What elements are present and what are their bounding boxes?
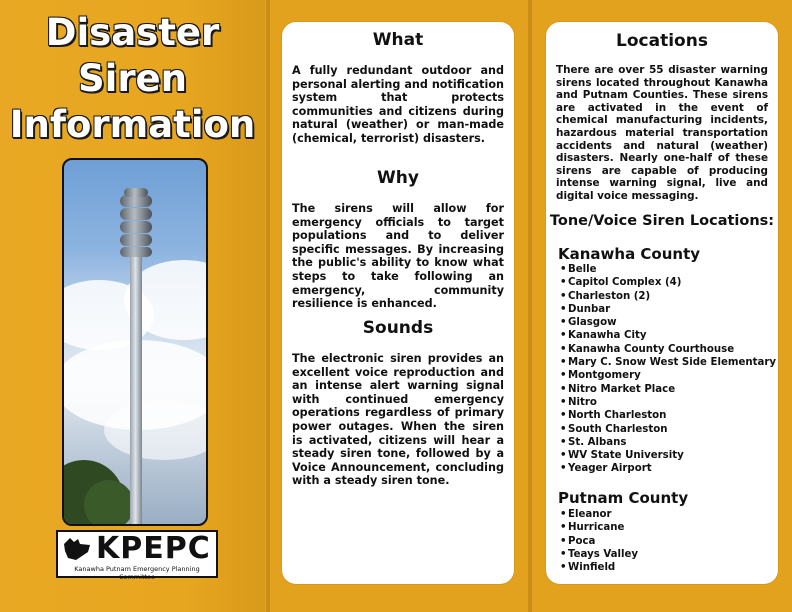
list-item: • Belle (560, 263, 776, 276)
locations-panel (546, 22, 778, 584)
title-line-2: Siren (77, 57, 187, 100)
siren-pole (130, 255, 142, 526)
fold-line (266, 0, 270, 612)
list-item: • Dunbar (560, 303, 776, 316)
locations-heading: Locations (616, 31, 708, 51)
kanawha-county-heading: Kanawha County (558, 245, 701, 263)
list-item: • Hurricane (560, 521, 638, 534)
logo-subtitle: Kanawha Putnam Emergency Planning Committee (74, 565, 200, 581)
list-item: • St. Albans (560, 436, 776, 449)
list-item: • Mary C. Snow West Side Elementary (560, 356, 776, 369)
list-item: • Kanawha County Courthouse (560, 343, 776, 356)
fold-line (528, 0, 532, 612)
list-item: • Glasgow (560, 316, 776, 329)
putnam-county-heading: Putnam County (558, 489, 689, 507)
list-item: • Eleanor (560, 508, 638, 521)
list-item: • Teays Valley (560, 548, 638, 561)
cover-title (0, 10, 265, 148)
list-item: • South Charleston (560, 423, 776, 436)
list-item: • Yeager Airport (560, 462, 776, 475)
locations-intro: There are over 55 disaster warning sirens located throughout Kanawha and Putnam Counties. These sirens are activated in the event of chemical manufacturing incidents, hazardous material transportation accidents and natural (weather) disasters. Nearly one-half of these sirens are capable of producing intense warning signal, live and digital voice messaging. (556, 64, 768, 202)
what-body: A fully redundant outdoor and personal alerting and notification system that protects communities and citizens during natural (weather) or man-made (chemical, terrorist) disasters. (292, 64, 504, 145)
title-line-3: Information (9, 103, 256, 146)
putnam-location-list (560, 508, 638, 574)
list-item: • Nitro (560, 396, 776, 409)
kpepc-logo (56, 530, 218, 581)
sounds-heading: Sounds (362, 318, 434, 338)
list-item: • Nitro Market Place (560, 383, 776, 396)
list-item: • Capitol Complex (4) (560, 276, 776, 289)
info-panel (282, 22, 514, 584)
list-item: • Poca (560, 535, 638, 548)
sounds-body: The electronic siren provides an excellent voice reproduction and an intense alert warning signal with continued emergency operations regardless of primary power outages. When the siren is activated, citizens will hear a steady siren tone, followed by a Voice Announcement, concluding with a steady siren tone. (292, 352, 504, 488)
list-item: • Montgomery (560, 369, 776, 382)
list-item: • WV State University (560, 449, 776, 462)
why-heading: Why (377, 168, 419, 188)
list-item: • North Charleston (560, 409, 776, 422)
list-item: • Winfield (560, 561, 638, 574)
what-heading: What (372, 30, 424, 50)
cover-panel (0, 0, 265, 612)
why-body: The sirens will allow for emergency officials to target populations and to deliver specific messages. By increasing the public's ability to know what steps to take following an emergency, community resilience is enhanced. (292, 202, 504, 311)
list-item: • Kanawha City (560, 329, 776, 342)
west-virginia-icon (62, 536, 92, 562)
kanawha-location-list (560, 263, 776, 476)
logo-wordmark: KPEPC (96, 531, 211, 566)
title-line-1: Disaster (45, 11, 220, 54)
list-item: • Charleston (2) (560, 290, 776, 303)
siren-photo (62, 158, 208, 526)
siren-locations-subheading: Tone/Voice Siren Locations: (549, 213, 775, 229)
